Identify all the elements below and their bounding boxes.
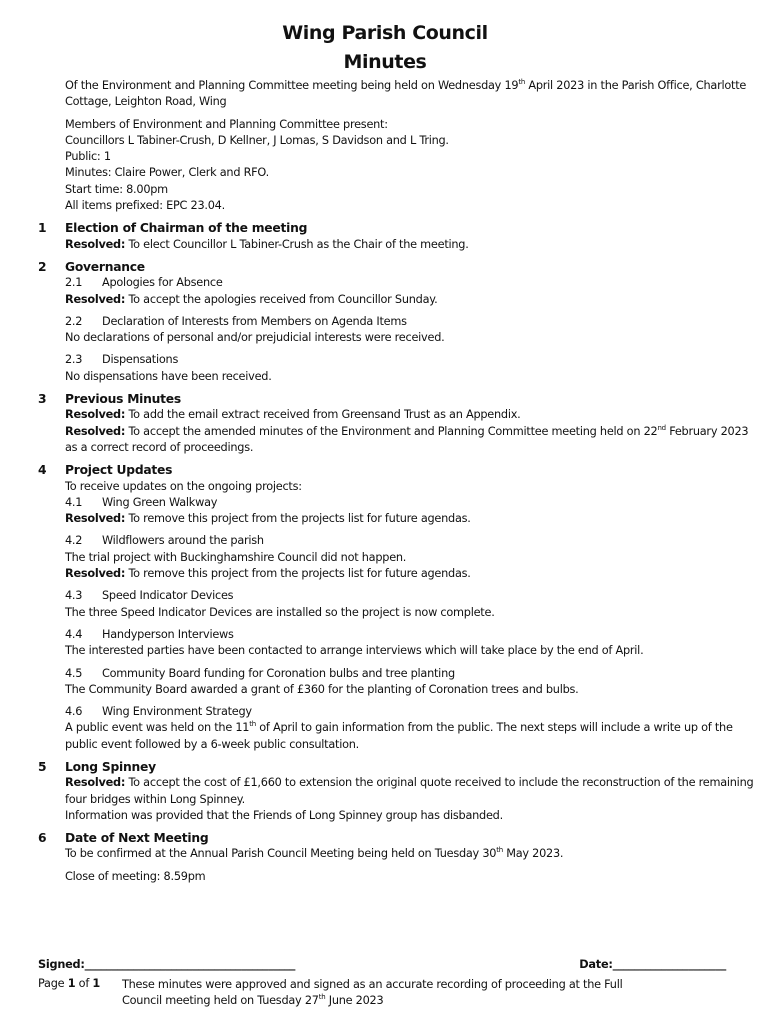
- attendance-block: Members of Environment and Planning Committee present: Councillors L Tabiner-Crush, D Kellner, J Lomas, S Davidson and L Tring. Public: 1 Minutes: Claire Power, Clerk and RFO. Start time: 8.00pm All items prefixed: EPC 23.04.: [65, 117, 449, 213]
- subsection: 2.3 Dispensations No dispensations have been received.: [65, 353, 272, 383]
- close-of-meeting: Close of meeting: 8.59pm: [65, 869, 206, 883]
- page-number: Page 1 of 1: [38, 977, 101, 990]
- signature-row: [38, 958, 726, 971]
- approval-note: These minutes were approved and signed as an accurate recording of proceeding at the Full Council meeting held on Tuesday 27th June 2023: [122, 978, 623, 1007]
- footer-row: [38, 977, 738, 1009]
- minutes-body: [38, 78, 758, 891]
- section-heading: 4 Project Updates: [38, 463, 173, 478]
- document-title: Wing Parish Council: [282, 22, 488, 44]
- signed-line: Signed:_______________________________________: [38, 958, 296, 971]
- subsection: 4.2 Wildflowers around the parish The trial project with Buckinghamshire Council did not happen. Resolved: To remove this project from the projects list for future agendas.: [65, 534, 471, 581]
- section-heading: 3 Previous Minutes: [38, 392, 181, 407]
- subsection: To receive updates on the ongoing projects: 4.1 Wing Green Walkway Resolved: To remove this project from the projects list for future agendas.: [65, 479, 471, 526]
- subsection: 4.4 Handyperson Interviews The interested parties have been contacted to arrange interviews which will take place by the end of April.: [65, 627, 644, 658]
- section-body: Resolved: To elect Councillor L Tabiner-Crush as the Chair of the meeting.: [65, 237, 469, 251]
- date-line: Date:_____________________: [579, 958, 726, 971]
- section-heading: 1 Election of Chairman of the meeting: [38, 221, 308, 236]
- section-heading: 2 Governance: [38, 259, 145, 274]
- subsection: 4.6 Wing Environment Strategy A public event was held on the 11th of April to gain information from the public. The next steps will include a write up of the public event followed by a 6-week public consultation.: [65, 705, 733, 751]
- subsection: 4.5 Community Board funding for Coronation bulbs and tree planting The Community Board awarded a grant of £360 for the planting of Coronation trees and bulbs.: [65, 666, 579, 696]
- section-body: To be confirmed at the Annual Parish Council Meeting being held on Tuesday 30th May 2023.: [65, 846, 564, 861]
- section-body: Resolved: To accept the cost of £1,660 to extension the original quote received to include the reconstruction of the remaining four bridges within Long Spinney. Information was provided that the Friends of Long Spinney group has disbanded.: [65, 776, 754, 822]
- section-heading: 5 Long Spinney: [38, 759, 156, 774]
- subsection: 2.2 Declaration of Interests from Members on Agenda Items No declarations of personal and/or prejudicial interests were received.: [65, 314, 445, 345]
- subsection: 2.1 Apologies for Absence Resolved: To accept the apologies received from Councillor Sunday.: [65, 276, 438, 306]
- meeting-details: Of the Environment and Planning Committee meeting being held on Wednesday 19th April 2023 in the Parish Office, Charlotte Cottage, Leighton Road, Wing: [65, 78, 747, 109]
- subsection: 4.3 Speed Indicator Devices The three Speed Indicator Devices are installed so the project is now complete.: [65, 589, 495, 619]
- section-body: Resolved: To add the email extract received from Greensand Trust as an Appendix. Resolved: To accept the amended minutes of the Environment and Planning Committee meeting held on 22nd February 2023 as a correct record of proceedings.: [65, 408, 749, 454]
- document-subtitle: Minutes: [343, 51, 427, 73]
- section-heading: 6 Date of Next Meeting: [38, 831, 209, 846]
